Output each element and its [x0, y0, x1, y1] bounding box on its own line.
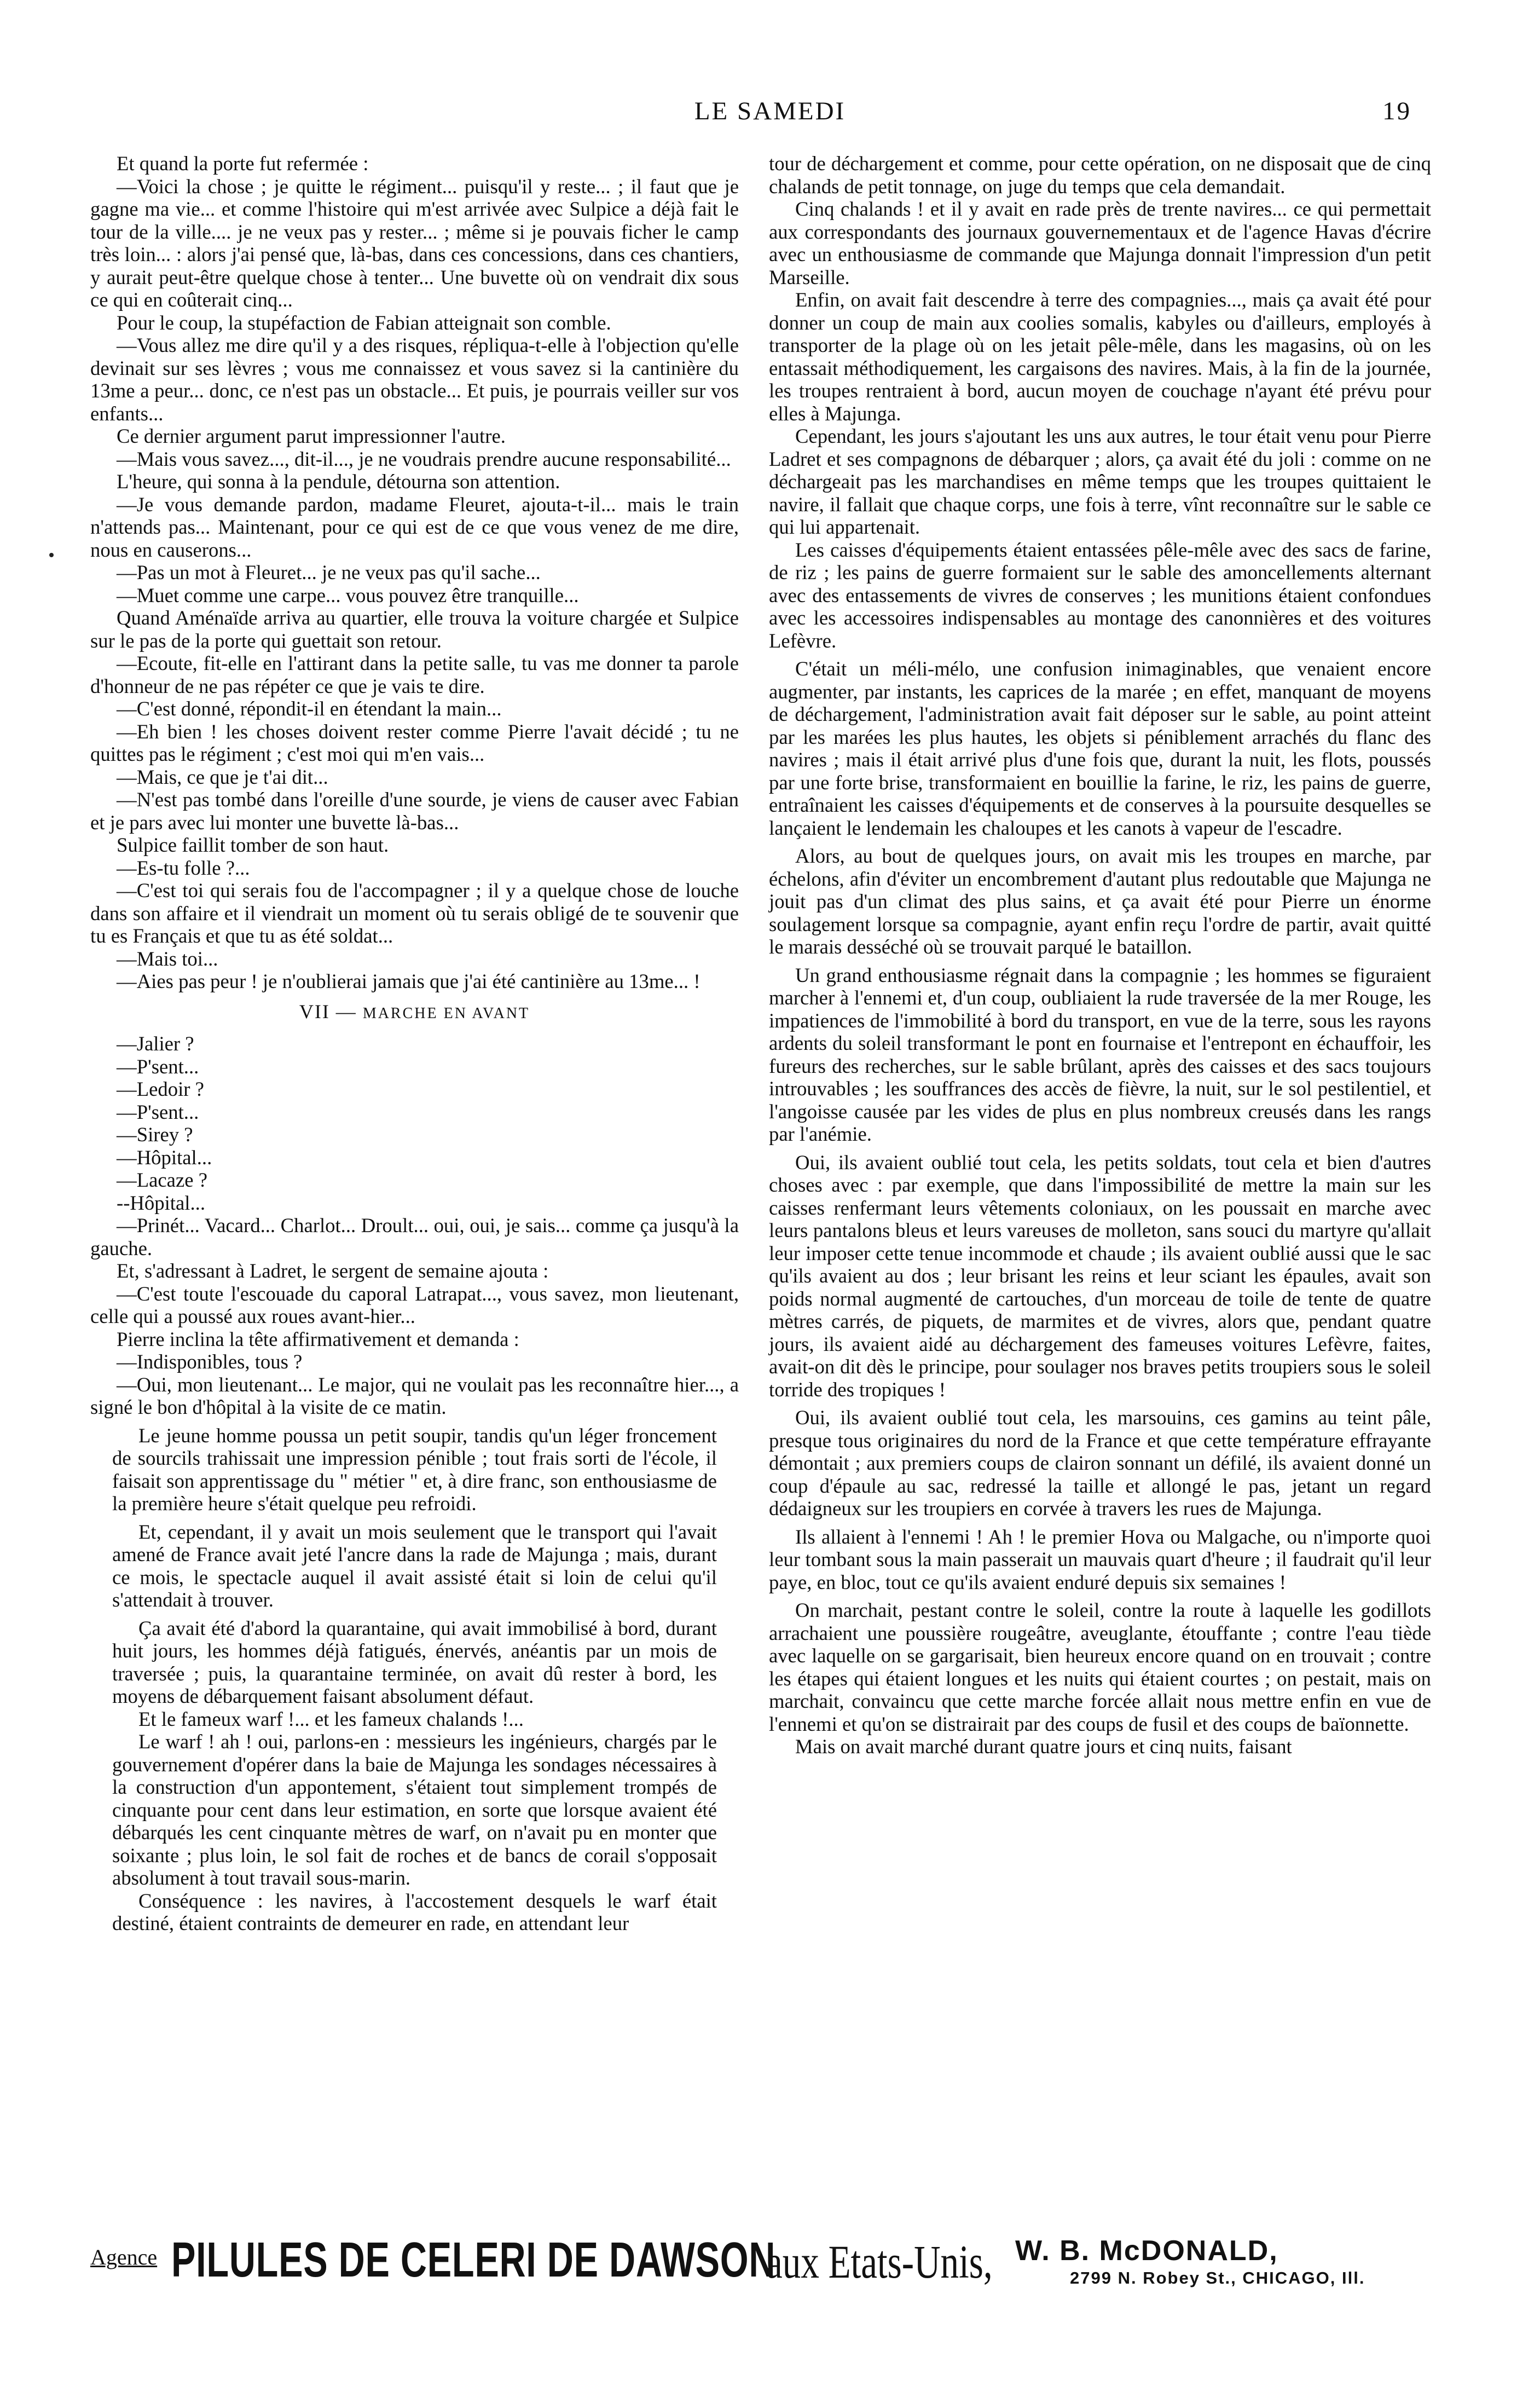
paragraph: Les caisses d'équipements étaient entassées pêle-mêle avec des sacs de farine, de riz ; les pains de guerre formaient sur le sable des amoncellements alternant avec des entassements de vivres de conserves ; les munitions étaient confondues avec les accessoires indispensables au montage des canonnières et des voitures Lefèvre. [769, 538, 1431, 652]
page-number: 19 [1382, 97, 1411, 125]
margin-mark [49, 553, 54, 557]
paragraph: Quand Aménaïde arriva au quartier, elle trouva la voiture chargée et Sulpice sur le pas de la porte qui guettait son retour. [90, 606, 739, 652]
paragraph: tour de déchargement et comme, pour cette opération, on ne disposait que de cinq chalands de petit tonnage, on juge du temps que cela demandait. [769, 152, 1431, 198]
paragraph: Cependant, les jours s'ajoutant les uns aux autres, le tour était venu pour Pierre Ladret et ses compagnons de débarquer ; alors, ça avait été du joli : comme on ne déchargeait pas les marchandises en même temps que les troupes quittaient le navire, il fallait que chaque corps, une fois à terre, vînt reconnaître sur le sable ce qui lui appartenait. [769, 425, 1431, 538]
paragraph: —Je vous demande pardon, madame Fleuret, ajouta-t-il... mais le train n'attends pas... Maintenant, pour ce qui est de ce que vous venez de me dire, nous en causerons... [90, 493, 739, 561]
paragraph: —Muet comme une carpe... vous pouvez être tranquille... [117, 583, 579, 606]
paragraph: —Mais toi... [117, 947, 218, 970]
paragraph: —Mais vous savez..., dit-il..., je ne voudrais prendre aucune responsabilité... [117, 447, 731, 470]
ad-agent-name: W. B. McDONALD, [1015, 2235, 1278, 2267]
roll-call-line: —Ledoir ? [117, 1078, 204, 1100]
paragraph: Et, s'adressant à Ladret, le sergent de semaine ajouta : [117, 1260, 549, 1282]
roll-call-line: —P'sent... [117, 1100, 199, 1123]
ad-product-name: PILULES DE CELERI DE DAWSON [171, 2233, 776, 2287]
paragraph: —Voici la chose ; je quitte le régiment... puisqu'il y reste... ; il faut que je gagne ma vie... et comme l'histoire qui m'est arrivée avec Sulpice a déjà fait le tour de la ville.... je ne veux pas y rester... ; même si je pouvais ficher le camp très loin... : alors j'ai pensé que, là-bas, dans ces concessions, dans ces chantiers, y aurait peut-être quelque chose à tenter... Une buvette où on vendrait dix sous ce qui en coûterait cinq... [90, 175, 739, 311]
paragraph: —Mais, ce que je t'ai dit... [117, 765, 328, 788]
paragraph: —N'est pas tombé dans l'oreille d'une sourde, je viens de causer avec Fabian et je pars avec lui monter une buvette là-bas... [90, 788, 739, 834]
paragraph: Conséquence : les navires, à l'accostement desquels le warf était destiné, étaient contraints de demeurer en rade, en attendant leur [112, 1889, 717, 1934]
roll-call-line: —Sirey ? [117, 1123, 193, 1146]
paragraph: —C'est toute l'escouade du caporal Latrapat..., vous savez, mon lieutenant, celle qui a poussé aux roues avant-hier... [90, 1282, 739, 1327]
paragraph: Sulpice faillit tomber de son haut. [117, 834, 389, 856]
ad-country: aux Etats-Unis, [766, 2235, 993, 2288]
left-column [90, 152, 739, 1935]
roll-call-line: —P'sent... [117, 1055, 199, 1078]
paragraph: Oui, ils avaient oublié tout cela, les petits soldats, tout cela et bien d'autres choses avec : par exemple, que dans l'impossibilité de mettre la main sur les caisses renfermant leurs vêtements coloniaux, on les poussait en marche avec leurs pantalons bleus et leurs vareuses de molleton, sans souci du martyre qu'allait leur imposer cette tenue incommode et chaude ; ils avaient oublié aussi que le sac qu'ils avaient au dos ; leur brisant les reins et leur sciant les épaules, avait son poids normal augmenté de cartouches, d'un morceau de toile de tente de quatre mètres carrés, de piquets, de marmites et de vivres, alors que, pendant quatre jours, ils avaient aidé au déchargement des fameuses voitures Lefèvre, faites, avait-on dit dès le principe, pour soulager nos braves petits troupiers sous le soleil torride des tropiques ! [769, 1151, 1431, 1401]
ad-agent-address: 2799 N. Robey St., CHICAGO, Ill. [1070, 2268, 1365, 2287]
roll-call-line: --Hôpital... [117, 1191, 205, 1214]
paragraph: —C'est donné, répondit-il en étendant la main... [117, 697, 502, 720]
paragraph: Ils allaient à l'ennemi ! Ah ! le premier Hova ou Malgache, ou n'importe quoi leur tombant sous la main passerait un mauvais quart d'heure ; il faudrait qu'il leur paye, en bloc, tout ce qu'ils avaient enduré depuis six semaines ! [769, 1525, 1431, 1593]
section-heading [90, 1001, 739, 1025]
section-heading-number: VII — [299, 1000, 363, 1022]
paragraph: Et le fameux warf !... et les fameux chalands !... [138, 1707, 524, 1730]
paragraph: —Indisponibles, tous ? [117, 1350, 303, 1373]
paragraph: Pierre inclina la tête affirmativement et demanda : [117, 1327, 519, 1350]
paragraph: Pour le coup, la stupéfaction de Fabian atteignait son comble. [117, 311, 611, 334]
advertisement-banner [90, 2234, 1431, 2295]
paragraph: Et quand la porte fut refermée : [117, 152, 369, 175]
roll-call-line: —Prinét... Vacard... Charlot... Droult... oui, oui, je sais... comme ça jusqu'à la gauche. [90, 1214, 739, 1260]
paragraph: Un grand enthousiasme régnait dans la compagnie ; les hommes se figuraient marcher à l'ennemi et, d'un coup, oubliaient la rude traversée de la mer Rouge, les impatiences de l'immobilité à bord du transport, en vue de la terre, sous les rayons ardents du soleil transformant le pont en fournaise et l'entrepont en échauffoir, les fureurs des recherches, sur le sable brûlant, après des caisses et des sacs toujours introuvables ; les souffrances des accès de fièvre, la nuit, sur le sol pestilentiel, et l'angoisse causée par les vides de plus en plus nombreux creusés dans les rangs par l'anémie. [769, 963, 1431, 1145]
paragraph: L'heure, qui sonna à la pendule, détourna son attention. [117, 470, 560, 493]
ad-prefix: Agence [90, 2245, 158, 2269]
right-column [769, 152, 1431, 1758]
paragraph: Mais on avait marché durant quatre jours et cinq nuits, faisant [795, 1735, 1292, 1758]
paragraph: Cinq chalands ! et il y avait en rade près de trente navires... ce qui permettait aux correspondants des journaux gouvernementaux et de l'agence Havas d'écrire avec un enthousiasme de commande que Majunga donnait l'impression d'un petit Marseille. [769, 198, 1431, 288]
paragraph: Le warf ! ah ! oui, parlons-en : messieurs les ingénieurs, chargés par le gouvernement d'opérer dans la baie de Majunga les sondages nécessaires à la construction d'un appontement, s'étaient tout simplement trompés de cinquante pour cent dans leur estimation, en sorte que lorsque avaient été débarqués les cent cinquante mètres de warf, on n'avait pu en monter que soixante ; plus loin, le sol fait de roches et de bancs de corail s'opposait absolument à tout travail sous-marin. [112, 1730, 717, 1889]
paragraph: —C'est toi qui serais fou de l'accompagner ; il y a quelque chose de louche dans son affaire et il viendrait un moment où tu serais obligé de te souvenir que tu es Français et que tu as été soldat... [90, 879, 739, 947]
paragraph: —Es-tu folle ?... [117, 856, 250, 879]
paragraph: Et, cependant, il y avait un mois seulement que le transport qui l'avait amené de France avait jeté l'ancre dans la rade de Majunga ; mais, durant ce mois, le spectacle auquel il avait assisté était si loin de celui qu'il s'attendait à trouver. [112, 1520, 717, 1611]
running-header [0, 96, 1540, 135]
paragraph: Enfin, on avait fait descendre à terre des compagnies..., mais ça avait été pour donner un coup de main aux coolies somalis, kabyles ou d'ailleurs, employés à transporter de la plage où on les jetait pêle-mêle, dans les magasins, où on les entassait méthodiquement, les cargaisons des navires. Mais, à la fin de la journée, les troupes rentraient à bord, aucun moyen de couchage n'ayant été prévu pour elles à Majunga. [769, 288, 1431, 425]
section-heading-title: MARCHE EN AVANT [362, 1004, 530, 1022]
paragraph: —Ecoute, fit-elle en l'attirant dans la petite salle, tu vas me donner ta parole d'honneur de ne pas répéter ce que je vais te dire. [90, 652, 739, 697]
paragraph: Ça avait été d'abord la quarantaine, qui avait immobilisé à bord, durant huit jours, les hommes déjà fatigués, énervés, anéantis par un mois de traversée ; puis, la quarantaine terminée, on avait dû rester à bord, les moyens de débarquement faisant absolument défaut. [112, 1616, 717, 1707]
roll-call-line: —Lacaze ? [117, 1169, 207, 1191]
paragraph: Oui, ils avaient oublié tout cela, les marsouins, ces gamins au teint pâle, presque tous originaires du nord de la France et que cette température effrayante démontait ; aux premiers coups de clairon sonnant un défilé, ils avaient donné un coup d'épaule au sac, redressé la taille et allongé le pas, jetant un regard dédaigneux sur les troupiers en corvée à travers les rues de Majunga. [769, 1406, 1431, 1520]
paragraph: —Oui, mon lieutenant... Le major, qui ne voulait pas les reconnaître hier..., a signé le bon d'hôpital à la visite de ce matin. [90, 1373, 739, 1418]
paragraph: Le jeune homme poussa un petit soupir, tandis qu'un léger froncement de sourcils trahissait une impression pénible ; tout frais sorti de l'école, il faisait son apprentissage du " métier " et, à dire franc, son enthousiasme de la première heure s'était quelque peu refroidi. [112, 1424, 717, 1515]
paragraph: On marchait, pestant contre le soleil, contre la route à laquelle les godillots arrachaient une poussière rougeâtre, aveuglante, étouffante ; contre l'eau tiède avec laquelle on se gargarisait, bien heureux encore quand on en trouvait ; contre les étapes qui étaient longues et les nuits qui étaient courtes ; on pestait, mais on marchait, convaincu que cette marche forcée allait nous mettre enfin en vue de l'ennemi et qu'on se distrairait par des coups de fusil et des coups de baïonnette. [769, 1599, 1431, 1735]
roll-call-line: —Jalier ? [117, 1032, 194, 1055]
paragraph: C'était un méli-mélo, une confusion inimaginables, que venaient encore augmenter, par instants, les caprices de la marée ; en effet, manquant de moyens de déchargement, l'administration avait fait déposer sur le sable, au point atteint par les marées les plus hautes, les objets si péniblement arrachés du flanc des navires ; mais il était arrivé plus d'une fois que, durant la nuit, les flots, poussés par une forte brise, transformaient en bouillie la farine, le riz, les pains de guerre, entraînaient les caisses d'équipements et de conserves à la poursuite desquelles se lançaient le lendemain les chaloupes et les canots à vapeur de l'escadre. [769, 657, 1431, 839]
paragraph: Alors, au bout de quelques jours, on avait mis les troupes en marche, par échelons, afin d'éviter un encombrement d'autant plus redoutable que Majunga ne jouit pas d'un climat des plus sains, et ça avait été pour Pierre un énorme soulagement lorsque sa compagnie, ayant enfin reçu l'ordre de partir, avait quitté le marais desséché où se trouvait parqué le bataillon. [769, 845, 1431, 958]
paragraph: —Pas un mot à Fleuret... je ne veux pas qu'il sache... [117, 561, 541, 583]
paragraph: —Eh bien ! les choses doivent rester comme Pierre l'avait décidé ; tu ne quittes pas le régiment ; c'est moi qui m'en vais... [90, 720, 739, 765]
paragraph: —Vous allez me dire qu'il y a des risques, répliqua-t-elle à l'objection qu'elle devinait sur ses lèvres ; vous me connaissez et vous savez si la cantinière du 13me a peur... donc, ce n'est pas un obstacle... Et puis, je pourrais veiller sur vos enfants... [90, 334, 739, 425]
paragraph: —Aies pas peur ! je n'oublierai jamais que j'ai été cantinière au 13me... ! [117, 970, 700, 992]
roll-call-line: —Hôpital... [117, 1146, 212, 1169]
paragraph: Ce dernier argument parut impressionner l'autre. [117, 425, 506, 447]
publication-title: LE SAMEDI [694, 97, 846, 125]
